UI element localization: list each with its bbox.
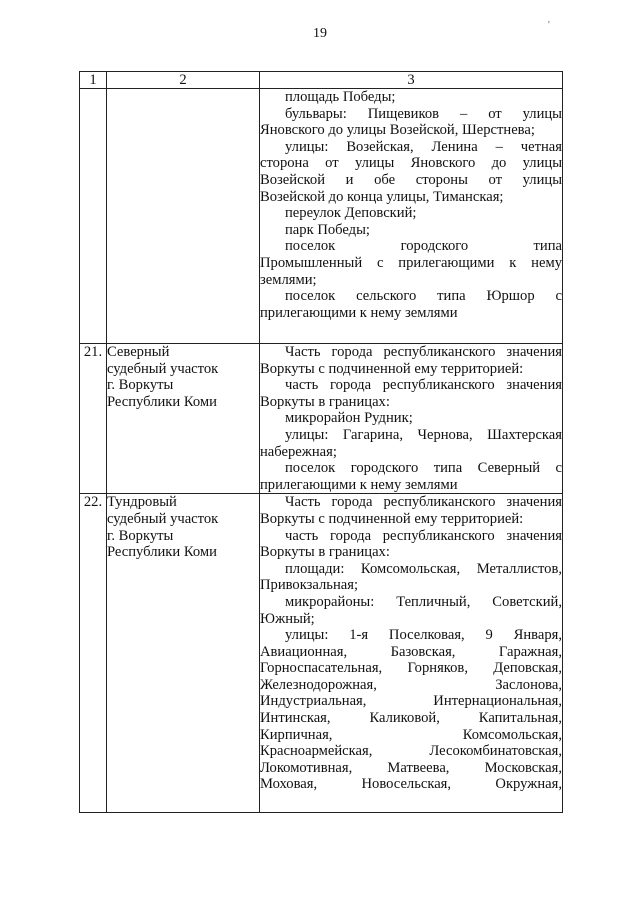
row-number-cell: 22. [80, 494, 107, 813]
territory-cell [260, 494, 563, 813]
territory-line: Возейской и обе стороны от улицы [260, 171, 562, 188]
territory-line: Воркуты с подчиненной ему территорией: [260, 360, 524, 377]
territory-line: Возейской до конца улицы, Тиманская; [260, 188, 504, 205]
territory-line: Интинская, Каликовой, Капитальная, [260, 710, 562, 727]
territory-line: прилегающими к нему землями [260, 476, 458, 493]
territory-line: Яновского до улицы Возейской, Шерстнева; [260, 122, 535, 139]
territory-line: часть города республиканского значения [285, 377, 562, 394]
territory-line: Авиационная, Базовская, Гаражная, [260, 643, 562, 660]
row-number-cell: 21. [80, 344, 107, 494]
territory-line: улицы: Гагарина, Чернова, Шахтерская [285, 426, 562, 443]
territory-line: улицы: 1-я Поселковая, 9 Января, [285, 627, 562, 644]
territory-cell [260, 344, 563, 494]
territory-line: Кирпичная, Комсомольская, [260, 726, 562, 743]
territory-line: переулок Деповский; [285, 205, 417, 222]
territory-line: прилегающими к нему землями [260, 304, 458, 321]
territory-line: Горноспасательная, Горняков, Деповская, [260, 660, 562, 677]
table-row-continuation [80, 89, 563, 344]
court-line: Республики Коми [107, 393, 217, 410]
court-line: г. Воркуты [107, 527, 174, 544]
territory-line: Привокзальная; [260, 577, 358, 594]
territory-line: поселок городского типа [285, 238, 562, 255]
court-line: судебный участок [107, 510, 219, 527]
page-number: 19 [313, 26, 327, 41]
territory-line: поселок сельского типа Юршор с [285, 288, 562, 305]
territory-line: площади: Комсомольская, Металлистов, [285, 560, 562, 577]
court-cell [107, 344, 260, 494]
court-line: Тундровый [107, 494, 177, 511]
territory-line: Железнодорожная, Заслонова, [260, 676, 562, 693]
territory-line: Локомотивная, Матвеева, Московская, [260, 759, 562, 776]
territory-line: бульвары: Пищевиков – от улицы [285, 105, 562, 122]
territory-line: Часть города республиканского значения [285, 344, 562, 360]
territory-line: микрорайоны: Тепличный, Советский, [285, 593, 562, 610]
territory-line: Моховая, Новосельская, Окружная, [260, 776, 562, 793]
table-header-row [80, 72, 563, 89]
court-line: судебный участок [107, 360, 219, 377]
territory-line: улицы: Возейская, Ленина – четная [285, 138, 562, 155]
table-row-21 [80, 344, 563, 494]
court-line: Республики Коми [107, 544, 217, 561]
column-header: 1 [80, 72, 107, 89]
territory-line: микрорайон Рудник; [285, 410, 413, 427]
territory-line: парк Победы; [285, 221, 370, 238]
territory-line: Индустриальная, Интернациональная, [260, 693, 562, 710]
territory-line: Воркуты в границах: [260, 544, 390, 561]
territory-line: Промышленный с прилегающими к нему [260, 254, 562, 271]
corner-mark: ' [548, 20, 550, 31]
territory-line: площадь Победы; [285, 89, 396, 105]
jurisdiction-table [79, 71, 563, 813]
territory-line: Южный; [260, 610, 315, 627]
territory-cell [260, 89, 563, 344]
court-cell [107, 89, 260, 344]
court-line: г. Воркуты [107, 377, 174, 394]
column-header: 2 [107, 72, 260, 89]
table-row-22 [80, 494, 563, 813]
court-cell [107, 494, 260, 813]
territory-line: Красноармейская, Лесокомбинатовская, [260, 743, 562, 760]
territory-line: Воркуты в границах: [260, 393, 390, 410]
territory-line: землями; [260, 271, 317, 288]
territory-line: сторона от улицы Яновского до улицы [260, 155, 562, 172]
territory-line: набережная; [260, 443, 337, 460]
territory-line: Воркуты с подчиненной ему территорией: [260, 510, 524, 527]
court-line: Северный [107, 344, 170, 360]
row-number-cell [80, 89, 107, 344]
territory-line: поселок городского типа Северный с [285, 460, 562, 477]
territory-line: часть города республиканского значения [285, 527, 562, 544]
territory-line: Часть города республиканского значения [285, 494, 562, 511]
column-header: 3 [260, 72, 563, 89]
